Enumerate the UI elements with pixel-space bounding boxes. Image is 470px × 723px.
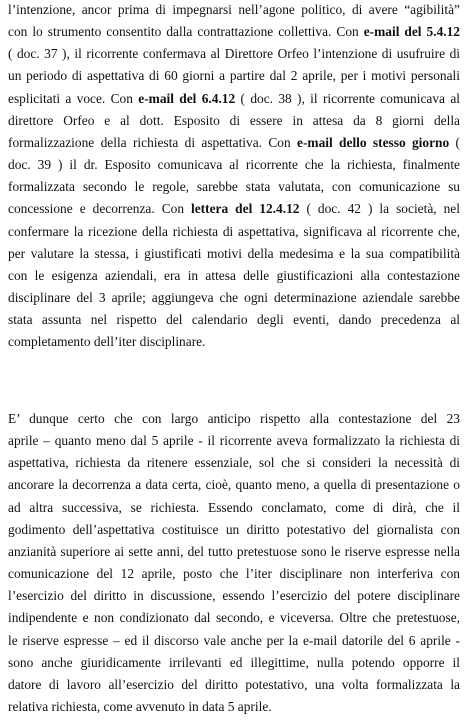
text-line xyxy=(8,477,460,493)
text-segment: formalizzazione della richiesta di aspettativa. Con xyxy=(8,134,298,150)
text-line xyxy=(8,588,460,604)
text-segment: le riserve espresse – ed il discorso vale anche per la e-mail datorile del 6 aprile - xyxy=(8,632,460,648)
text-line xyxy=(8,411,460,427)
text-line xyxy=(8,633,460,649)
text-segment: ( doc. 38 ), il ricorrente comunicava al xyxy=(235,90,460,106)
text-segment: disciplinare del 3 aprile; aggiungeva che ogni determinazione aziendale sarebbe xyxy=(8,289,460,305)
text-line xyxy=(8,522,460,538)
text-line xyxy=(8,91,460,107)
text-line xyxy=(8,2,460,18)
text-segment: ( doc. 42 ) la società, nel xyxy=(299,201,460,217)
text-line xyxy=(8,68,460,84)
text-segment: godimento dell’aspettativa costituisce un diritto potestativo del giornalista con xyxy=(8,521,460,537)
text-line xyxy=(8,312,460,328)
text-segment: E’ dunque certo che con largo anticipo rispetto alla contestazione del 23 xyxy=(8,411,460,426)
text-line xyxy=(8,677,460,693)
bold-reference: e-mail dello stesso giorno xyxy=(297,134,450,150)
text-segment: un periodo di aspettativa di 60 giorni a partire dal 2 aprile, per i motivi personali xyxy=(8,68,460,84)
text-segment: aprile – quanto meno dal 5 aprile - il ricorrente aveva formalizzato la richiesta di xyxy=(8,433,460,449)
text-segment: datore di lavoro all’esercizio del diritto potestativo, una volta formalizzata la xyxy=(8,676,460,692)
text-line xyxy=(8,113,460,129)
text-line xyxy=(8,655,460,671)
text-line xyxy=(8,455,460,471)
text-line xyxy=(8,268,460,284)
text-segment: con lo strumento consentito dalla contrattazione collettiva. Con xyxy=(8,24,364,40)
text-segment: sono anche giuridicamente irrilevanti ed illegittime, nulla potendo opporre il xyxy=(8,654,460,670)
text-segment: aspettativa, richiesta da ritenere essenziale, sol che si consideri la necessità di xyxy=(8,455,460,471)
text-segment: anzianità superiore ai sette anni, del tutto pretestuose sono le riserve espresse nella xyxy=(8,543,460,559)
text-segment: con le esigenza aziendali, era in attesa delle giustificazioni alla contestazione xyxy=(8,267,460,283)
text-segment: esplicitati a voce. Con xyxy=(8,90,139,106)
text-segment: ( xyxy=(449,134,460,150)
text-segment: completamento dell’iter disciplinare. xyxy=(8,334,206,350)
text-segment: comunicazione del 12 aprile, posto che l’iter disciplinare non interferiva con xyxy=(8,566,460,582)
text-segment: indipendente e non condizionato dal secondo, e viceversa. Oltre che pretestuose, xyxy=(8,610,460,626)
text-segment: relativa richiesta, come avvenuto in data 5 aprile. xyxy=(8,698,272,714)
text-line xyxy=(8,24,460,40)
text-line xyxy=(8,500,460,516)
text-segment: per valutare la stessa, i giustificati motivi della medesima e la sua compatibilità xyxy=(8,245,460,261)
text-segment: ( doc. 37 ), il ricorrente confermava al Direttore Orfeo l’intenzione di usufruire di xyxy=(8,46,460,62)
text-segment: doc. 39 ) il dr. Esposito comunicava al ricorrente che la richiesta, finalmente xyxy=(8,157,460,173)
bold-reference: e-mail del 6.4.12 xyxy=(138,90,236,106)
text-line xyxy=(8,157,460,173)
text-segment: concessione e decorrenza. Con xyxy=(8,201,192,217)
text-line xyxy=(8,224,460,240)
text-segment: ancorare la decorrenza a data certa, cioè, quanto meno, a quella di presentazione o xyxy=(8,477,460,493)
text-segment: direttore Orfeo e al dott. Esposito di essere in attesa da 8 giorni della xyxy=(8,112,460,128)
text-segment: l’intenzione, ancor prima di impegnarsi nell’agone politico, di avere “agibilità” xyxy=(8,2,460,17)
text-segment: stata assunta nel rispetto del calendario degli eventi, dando precedenza al xyxy=(8,312,460,328)
text-line xyxy=(8,246,460,262)
text-segment: l’esercizio del diritto in discussione, essendo l’esercizio del potere disciplinare xyxy=(8,588,460,604)
text-segment: ad altra successiva, se richiesta. Essendo conclamato, come di dirà, che il xyxy=(8,499,460,515)
bold-reference: lettera del 12.4.12 xyxy=(191,201,300,217)
text-line xyxy=(8,179,460,195)
text-segment: formalizzata secondo le regole, sarebbe stata valutata, con comunicazione su xyxy=(8,179,460,195)
text-segment: confermare la ricezione della richiesta di aspettativa, significava al ricorrente che, xyxy=(8,223,460,239)
text-line xyxy=(8,290,460,306)
text-line xyxy=(8,544,460,560)
text-line xyxy=(8,433,460,449)
text-line xyxy=(8,334,460,350)
text-line xyxy=(8,201,460,217)
text-line xyxy=(8,46,460,62)
text-line xyxy=(8,699,460,715)
text-line xyxy=(8,566,460,582)
text-line xyxy=(8,135,460,151)
text-line xyxy=(8,610,460,626)
bold-reference: e-mail del 5.4.12 xyxy=(363,24,461,40)
